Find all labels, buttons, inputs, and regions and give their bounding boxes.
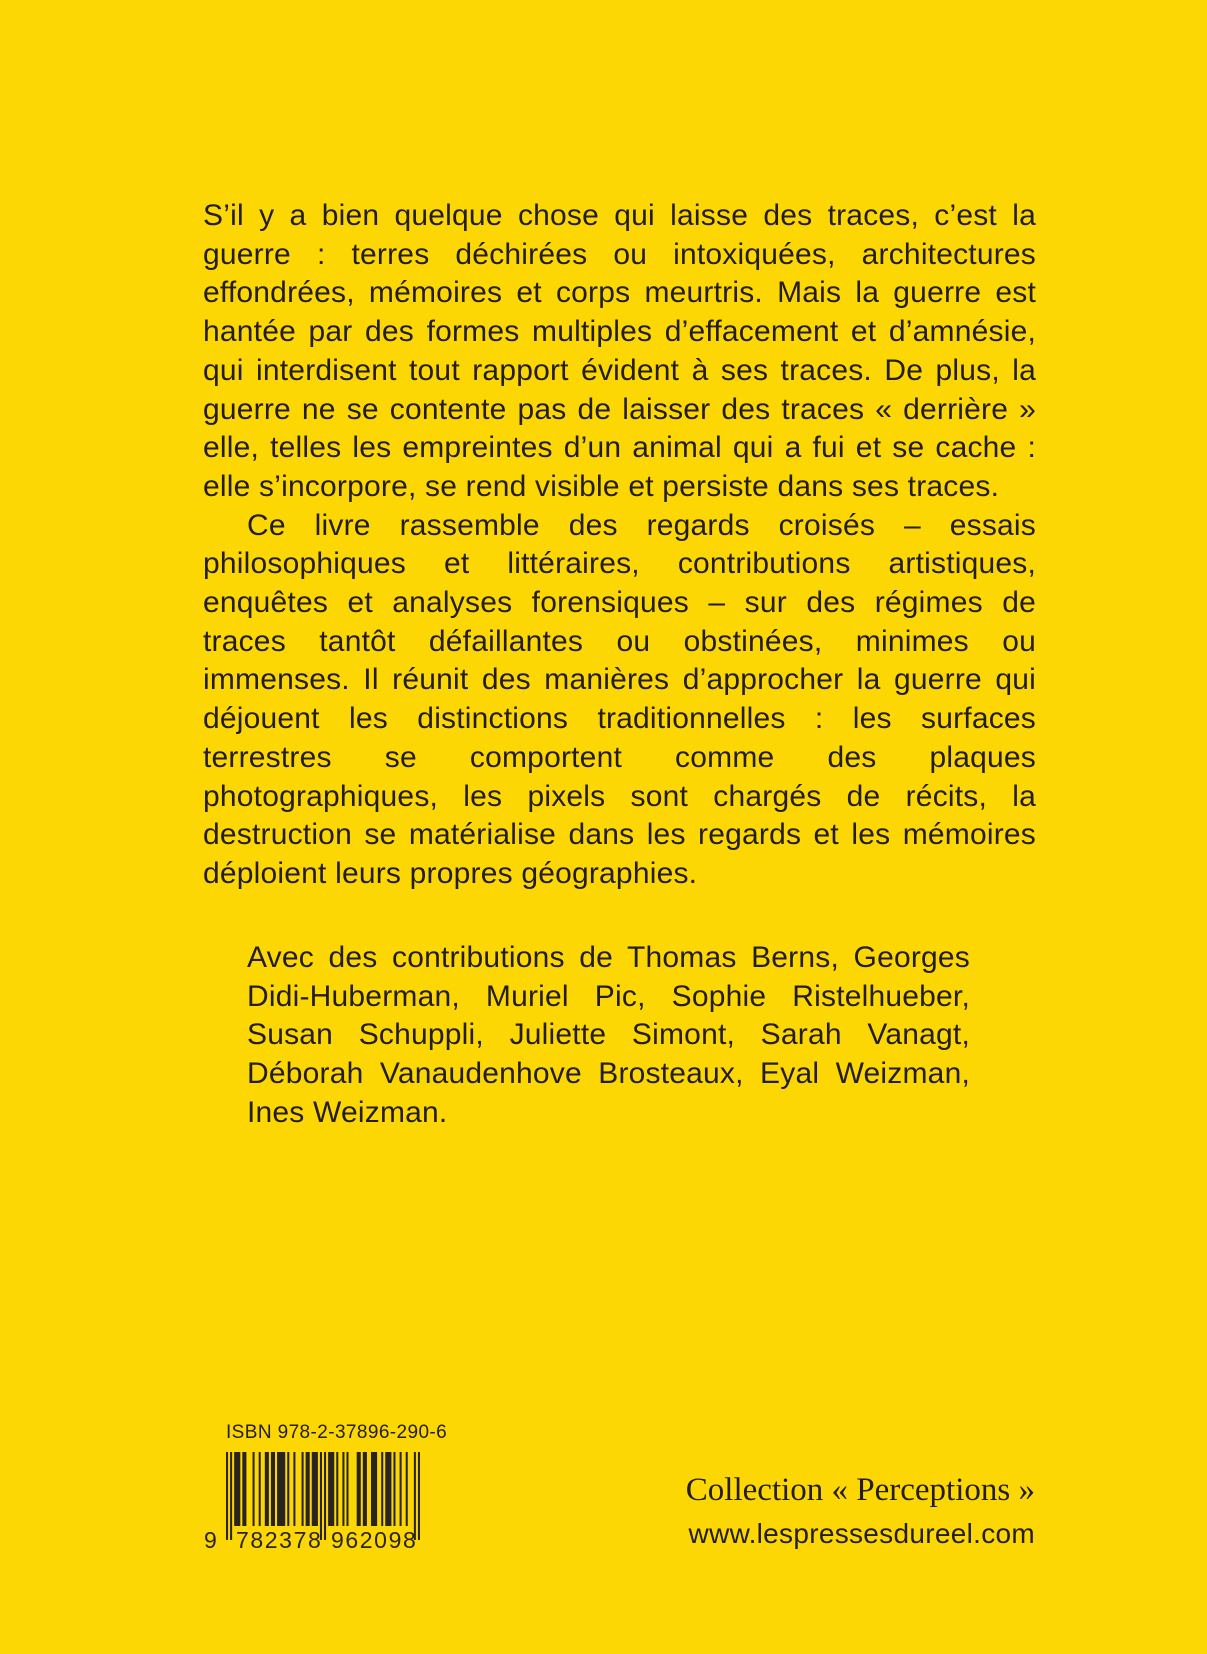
barcode-digit-first: 9 — [204, 1527, 217, 1553]
isbn-label: ISBN 978-2-37896-290-6 — [226, 1422, 448, 1443]
contributors-block — [247, 939, 970, 1133]
blurb-paragraph-2: Ce livre rassemble des regards croisés – essais philosophiques et littéraires, contributions artistiques, enquêtes et analyses forensiques – sur des régimes de traces tantôt défaillantes ou obstinées, minimes ou immenses. Il réunit des manières d’approcher la guerre qui déjouent les distinctions traditionnelles : les surfaces terrestres se comportent comme des plaques photographiques, les pixels sont chargés de récits, la destruction se matérialise dans les regards et les mémoires déploient leurs propres géographies. — [203, 508, 1036, 890]
barcode-digit-group-left: 782378 — [236, 1527, 323, 1553]
collection-name: Collection « Perceptions » — [685, 1472, 1035, 1508]
barcode-digit-group-right: 962098 — [331, 1527, 418, 1553]
back-cover-blurb — [203, 197, 1036, 894]
website-url: www.lespressesdureel.com — [688, 1518, 1035, 1549]
contributors-paragraph: Avec des contributions de Thomas Berns, Georges Didi-Huberman, Muriel Pic, Sophie Ristelhueber, Susan Schuppli, Juliette Simont, Sarah Vanagt, Déborah Vanaudenhove Brosteaux, Eyal Weizman, Ines Weizman. — [247, 941, 970, 1129]
blurb-paragraph-1: S’il y a bien quelque chose qui laisse des traces, c’est la guerre : terres déchirées ou intoxiquées, architectures effondrées, mémoires et corps meurtris. Mais la guerre est hantée par des formes multiples d’effacement et d’amnésie, qui interdisent tout rapport évident à ses traces. De plus, la guerre ne se contente pas de laisser des traces « derrière » elle, telles les empreintes d’un animal qui a fui et se cache : elle s’incorpore, se rend visible et persiste dans ses traces. — [203, 199, 1036, 503]
